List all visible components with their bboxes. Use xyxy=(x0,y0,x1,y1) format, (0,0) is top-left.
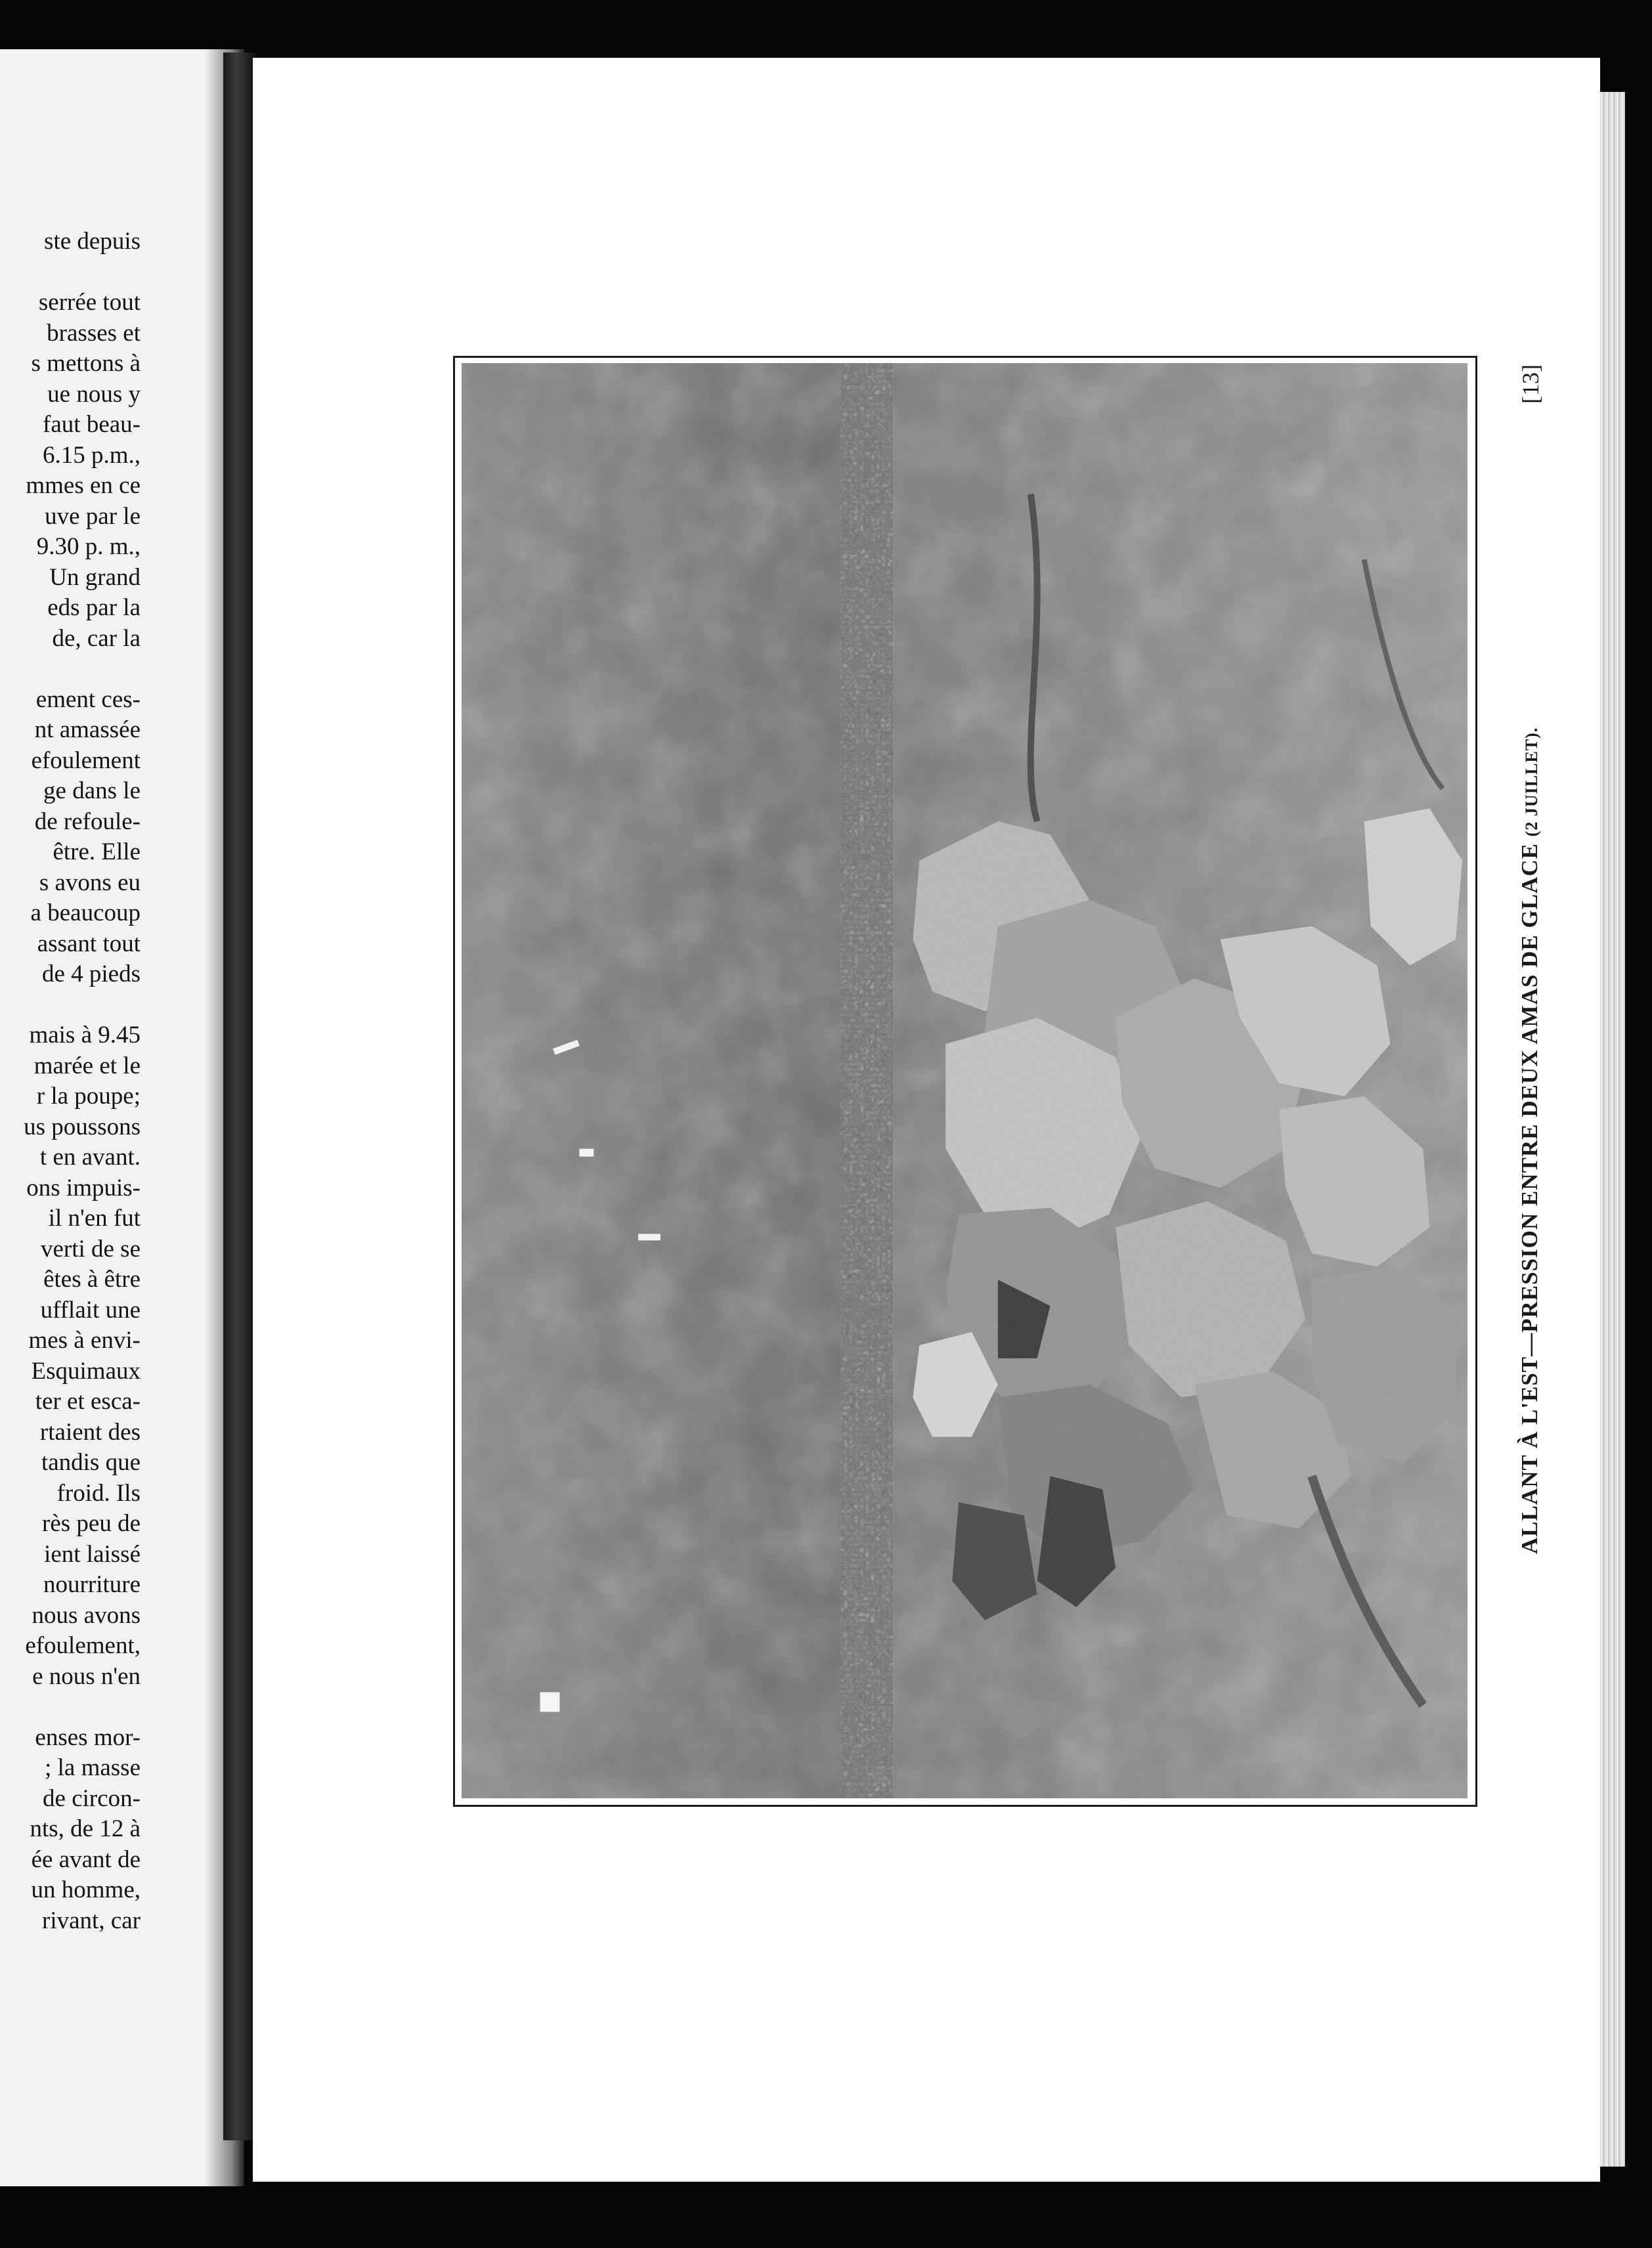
left-page-line: eds par la xyxy=(47,594,141,621)
left-page-line: efoulement xyxy=(31,746,141,774)
left-page-line xyxy=(0,257,141,288)
caption-date: (2 JUILLET). xyxy=(1522,727,1541,837)
left-page-line: ; la masse xyxy=(45,1754,141,1781)
page-edge xyxy=(1600,92,1625,2167)
left-page-line: Un grand xyxy=(49,563,141,591)
left-page-line: rtaient des xyxy=(39,1418,141,1446)
left-page-line: ue nous y xyxy=(47,380,141,408)
left-page-line: être. Elle xyxy=(53,838,141,865)
left-page-line: assant tout xyxy=(37,930,141,957)
left-page-line: r la poupe; xyxy=(36,1083,141,1110)
left-page-line: ons impuis- xyxy=(26,1174,141,1201)
photograph-ice-pressure xyxy=(462,363,1467,1798)
left-page-line: mais à 9.45 xyxy=(29,1022,141,1048)
left-page-line: t en avant. xyxy=(39,1144,141,1171)
left-page-line: tandis que xyxy=(41,1449,141,1476)
left-page-line: rès peu de xyxy=(42,1510,141,1537)
left-page-line: de refoule- xyxy=(34,808,141,835)
left-page-line: 6.15 p.m., xyxy=(42,441,141,469)
left-page-line: a beaucoup xyxy=(30,899,141,926)
left-page-line: s mettons à xyxy=(31,350,141,377)
book-binding xyxy=(223,53,256,2140)
left-page-line: de circon- xyxy=(43,1784,141,1812)
left-page-line: s avons eu xyxy=(39,869,141,896)
left-page-line: verti de se xyxy=(40,1235,141,1263)
left-page-line: mes à envi- xyxy=(28,1327,141,1354)
left-page-line: 9.30 p. m., xyxy=(36,533,141,560)
left-page-line: ter et esca- xyxy=(35,1388,141,1415)
left-page-line: ge dans le xyxy=(43,777,141,804)
left-page-line: ient laissé xyxy=(44,1540,141,1568)
photo-plate xyxy=(453,356,1477,1807)
left-page-line: e nous n'en xyxy=(32,1662,141,1690)
left-page-line: mmes en ce xyxy=(26,472,141,499)
left-page-line xyxy=(0,1692,141,1723)
left-page xyxy=(0,49,244,2186)
left-page-line: nt amassée xyxy=(34,716,141,743)
left-page-text xyxy=(0,227,141,1936)
left-page-line: ufflait une xyxy=(40,1296,141,1324)
plate-number-text: [13] xyxy=(1517,364,1544,404)
left-page-line: serrée tout xyxy=(38,289,141,316)
caption-main: ALLANT À L'EST—PRESSION ENTRE DEUX AMAS DE GLACE xyxy=(1517,843,1542,1554)
left-page-line: de 4 pieds xyxy=(41,961,141,987)
left-page-line: us poussons xyxy=(24,1113,141,1140)
left-page-line: nts, de 12 à xyxy=(30,1815,141,1842)
left-page-line xyxy=(0,654,141,685)
left-page-line: brasses et xyxy=(47,319,141,347)
left-page-line: froid. Ils xyxy=(56,1479,141,1507)
left-page-line: ement ces- xyxy=(35,685,141,713)
left-page-line: uve par le xyxy=(45,502,141,530)
left-page-line: faut beau- xyxy=(43,411,141,438)
left-page-line xyxy=(0,990,141,1021)
left-page-line: marée et le xyxy=(33,1052,141,1079)
left-page-line: de, car la xyxy=(52,624,141,652)
left-page-line: il n'en fut xyxy=(48,1205,141,1232)
left-page-line: ée avant de xyxy=(31,1846,141,1873)
left-page-line: rivant, car xyxy=(42,1907,141,1934)
left-page-line: nous avons xyxy=(32,1601,141,1629)
left-page-line: un homme, xyxy=(31,1876,141,1903)
left-page-line: Esquimaux xyxy=(31,1357,141,1385)
left-page-line: ste depuis xyxy=(44,228,141,255)
left-page-line: efoulement, xyxy=(25,1632,141,1659)
left-page-line: nourriture xyxy=(43,1571,141,1598)
left-page-line: enses mor- xyxy=(35,1723,141,1751)
photograph-image xyxy=(462,363,1467,1798)
caption-text xyxy=(1517,727,1543,1554)
left-page-line: êtes à être xyxy=(43,1266,141,1293)
